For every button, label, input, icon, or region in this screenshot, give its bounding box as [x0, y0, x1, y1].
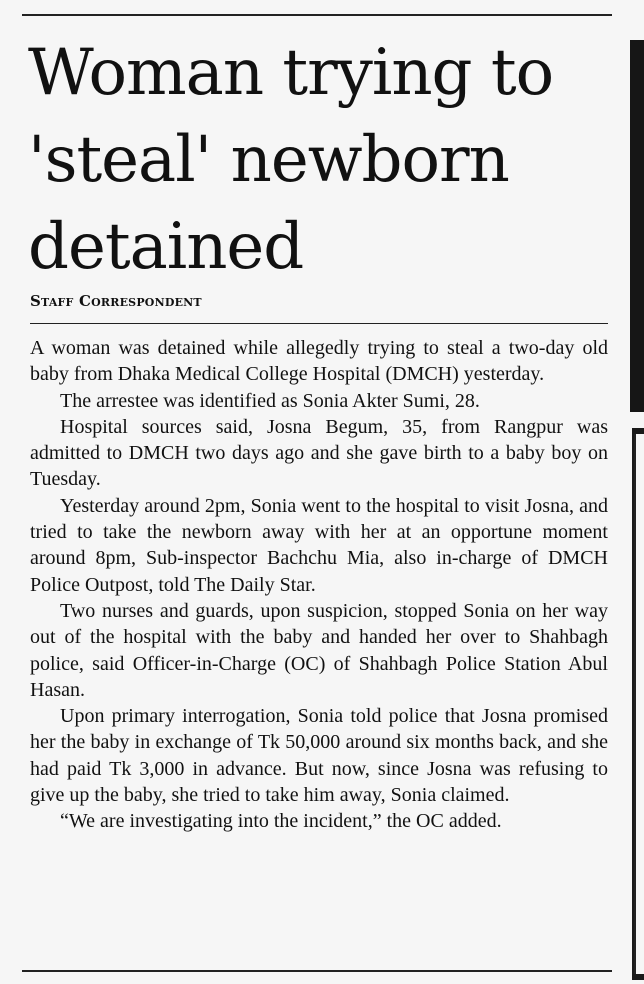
paragraph-7: “We are investigating into the incident,” the OC added.	[60, 810, 502, 833]
adjacent-column-edge	[630, 40, 644, 412]
paragraph-6: Upon primary interrogation, Sonia told police that Josna promised her the baby in exchange of Tk 50,000 around six months back, and she had paid Tk 3,000 in advance. But now, since Josna was refusing to give up the baby, she tried to take him away, Sonia claimed.	[30, 705, 608, 807]
byline: Staff Correspondent	[30, 292, 202, 310]
bottom-rule	[22, 970, 612, 972]
paragraph-3: Hospital sources said, Josna Begum, 35, from Rangpur was admitted to DMCH two days ago and she gave birth to a baby boy on Tuesday.	[30, 415, 608, 491]
headline-line-1: Woman trying to	[28, 36, 554, 110]
headline	[28, 30, 628, 291]
adjacent-column-gap	[634, 434, 644, 974]
headline-line-3: detained	[28, 210, 304, 284]
article-body	[30, 335, 608, 835]
top-rule	[22, 14, 612, 16]
paragraph-4: Yesterday around 2pm, Sonia went to the hospital to visit Josna, and tried to take the newborn away with her at an opportune moment around 8pm, Sub-inspector Bachchu Mia, also in-charge of DMCH Police Outpost, told The Daily Star.	[30, 494, 608, 596]
headline-line-2: 'steal' newborn	[28, 123, 509, 197]
paragraph-1: A woman was detained while allegedly trying to steal a two-day old baby from Dhaka Medical College Hospital (DMCH) yesterday.	[30, 337, 608, 386]
paragraph-2: The arrestee was identified as Sonia Akter Sumi, 28.	[60, 389, 480, 412]
byline-rule	[30, 323, 608, 324]
paragraph-5: Two nurses and guards, upon suspicion, stopped Sonia on her way out of the hospital with the baby and handed her over to Shahbagh police, said Officer-in-Charge (OC) of Shahbagh Police Station Abul Hasan.	[30, 599, 608, 701]
